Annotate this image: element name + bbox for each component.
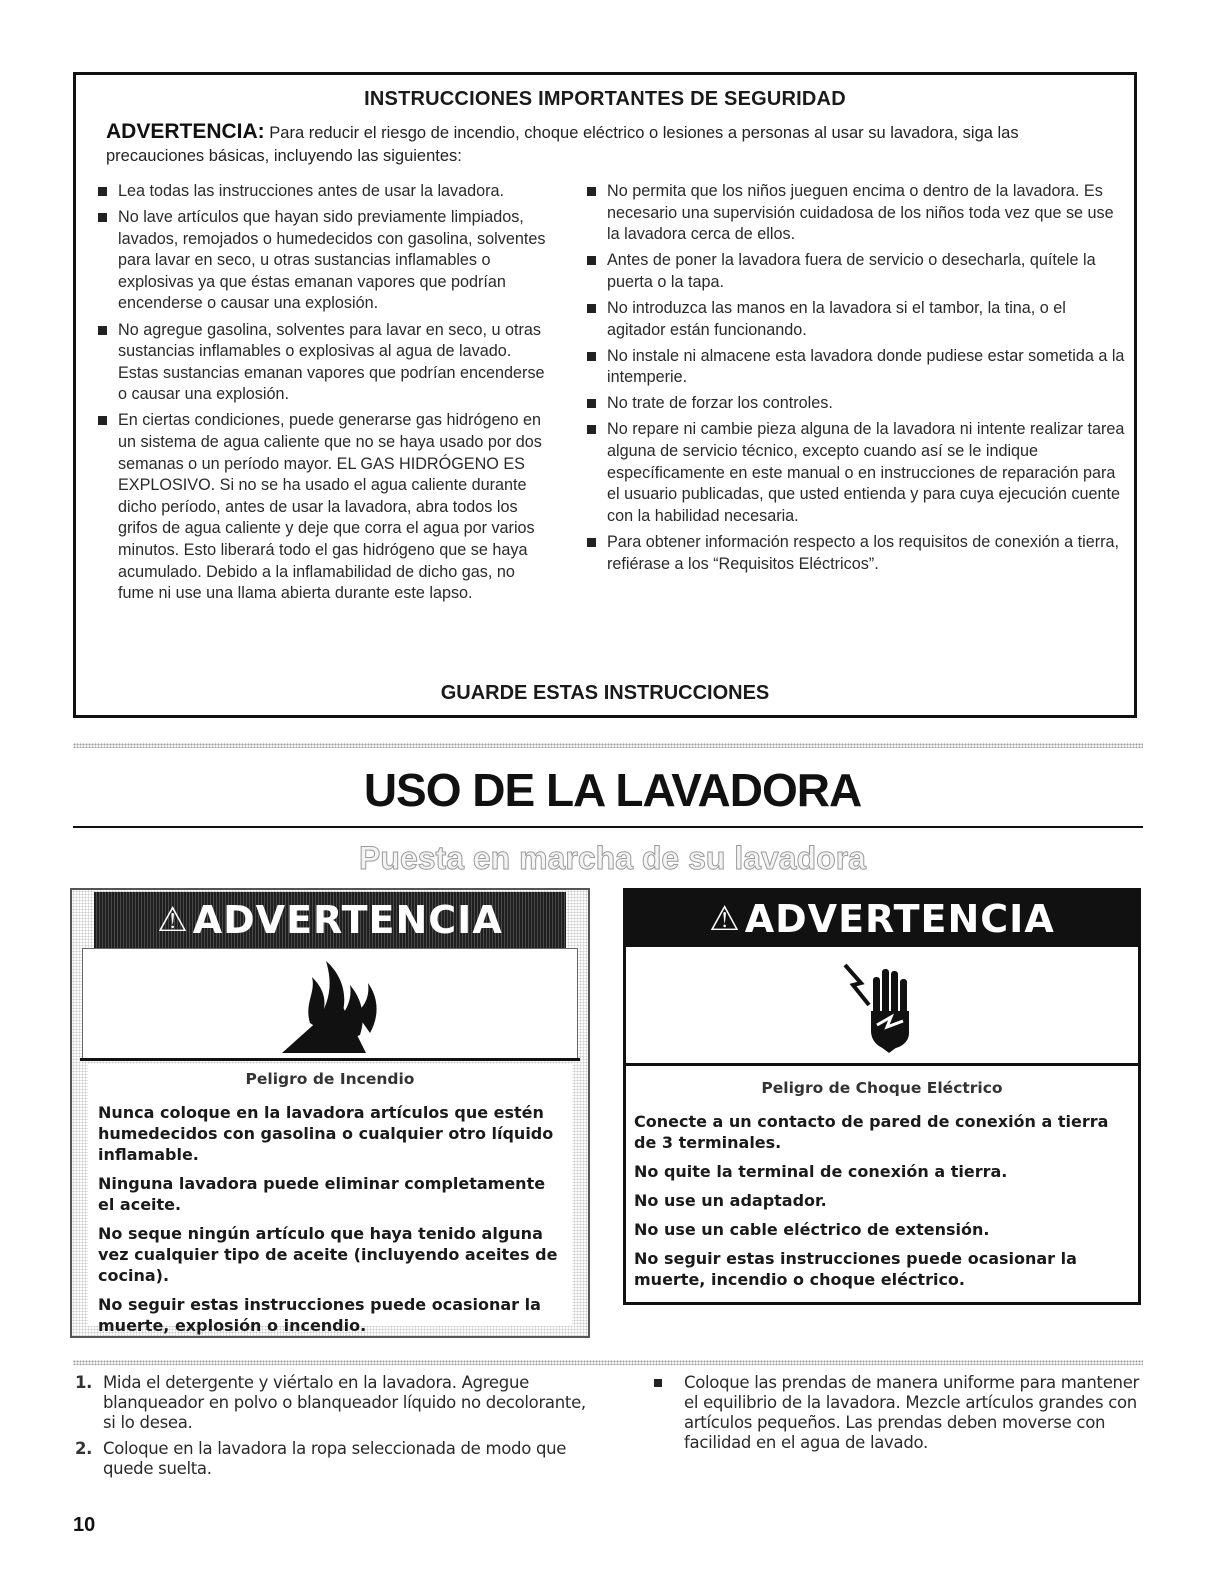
list-item: No instale ni almacene esta lavadora donde pudiese estar sometida a la intemperie. [585,346,1125,389]
section-title: USO DE LA LAVADORA [363,764,862,816]
list-item: No repare ni cambie pieza alguna de la lavadora ni intente realizar tarea alguna de servicio técnico, excepto cuando así se le indique específicamente en este manual o en instrucciones de reparación para el usuario publicadas, que usted entienda y para cuya ejecución cuente con la habilidad necesaria. [585,419,1125,527]
shock-warning-line: Conecte a un contacto de pared de conexión a tierra de 3 terminales. [634,1112,1109,1152]
bullet-square-icon [587,538,596,547]
fire-warning-line: Ninguna lavadora puede eliminar completamente el aceite. [98,1174,546,1214]
shock-warning-header: ⚠ ADVERTENCIA [626,891,1138,947]
shock-warning-line: No use un adaptador. [634,1191,827,1210]
fire-icon [270,953,390,1057]
list-item: No introduzca las manos en la lavadora si el tambor, la tina, o el agitador están funcionando. [585,298,1125,341]
shock-warning-card [623,888,1141,1305]
step-item: 1. Mida el detergente y viértalo en la lavadora. Agregue blanqueador en polvo o blanqueador líquido no decolorante, si lo desea. [75,1373,586,1432]
safety-list-right [585,181,1125,580]
safety-list-left [96,181,546,609]
fire-icon-rule [80,1058,580,1061]
section-subtitle: Puesta en marcha de su lavadora [359,840,866,876]
warning-triangle-icon: ⚠ [709,899,741,939]
fire-warning-card [70,888,590,1338]
shock-hazard-label: Peligro de Choque Eléctrico [761,1079,1003,1097]
bullet-square-icon [98,416,107,425]
bullet-square-icon [587,304,596,313]
fire-warning-line: No seque ningún artículo que haya tenido alguna vez cualquier tipo de aceite (incluyendo aceites de cocina). [98,1224,558,1285]
fire-warning-line: Nunca coloque en la lavadora artículos que estén humedecidos con gasolina o cualquier otro líquido inflamable. [98,1103,554,1164]
list-item: No lave artículos que hayan sido previamente limpiados, lavados, remojados o humedecidos con gasolina, solventes para lavar en seco, u otras sustancias inflamables o explosivas ya que éstas emanan vapores que podrían encenderse o causar una explosión. [96,207,546,315]
bullet-square-icon [98,213,107,222]
shock-warning-line: No seguir estas instrucciones puede ocasionar la muerte, incendio o choque eléctrico. [634,1249,1077,1289]
list-item: No permita que los niños jueguen encima o dentro de la lavadora. Es necesario una supervisión cuidadosa de los niños toda vez que se use la lavadora cerca de ellos. [585,181,1125,246]
shock-warning-line: No quite la terminal de conexión a tierra. [634,1162,1008,1181]
warning-triangle-icon: ⚠ [157,900,189,940]
shock-icon-area [626,947,1138,1066]
bullet-square-icon [587,256,596,265]
section-rule [73,826,1143,828]
list-item: Antes de poner la lavadora fuera de servicio o desecharla, quítele la puerta o la tapa. [585,250,1125,293]
electric-shock-hand-icon [837,955,927,1055]
save-instructions-heading: GUARDE ESTAS INSTRUCCIONES [440,682,770,704]
list-item: Coloque las prendas de manera uniforme para mantener el equilibrio de la lavadora. Mezcle artículos grandes con artículos pequeños. Las prendas deben moverse con facilidad en el agua de lavado. [652,1373,1142,1453]
page-number: 10 [73,1514,96,1536]
step-item: 2. Coloque en la lavadora la ropa seleccionada de modo que quede suelta. [75,1439,567,1478]
bullet-square-icon [654,1379,662,1387]
fire-warning-header: ⚠ ADVERTENCIA [94,892,566,948]
bullet-square-icon [587,425,596,434]
shock-warning-body [634,1073,1130,1298]
bullet-square-icon [98,187,107,196]
bullet-square-icon [587,187,596,196]
fire-warning-line: No seguir estas instrucciones puede ocasionar la muerte, explosión o incendio. [98,1295,541,1335]
bullet-square-icon [587,352,596,361]
dotted-divider [73,743,1143,748]
bullet-square-icon [98,326,107,335]
bullet-square-icon [587,399,596,408]
bullet-steps [652,1373,1142,1453]
fire-hazard-label: Peligro de Incendio [245,1070,415,1088]
fire-warning-body [88,1064,572,1335]
dotted-divider [73,1360,1143,1365]
shock-warning-line: No use un cable eléctrico de extensión. [634,1220,990,1239]
list-item: Para obtener información respecto a los requisitos de conexión a tierra, refiérase a los “Requisitos Eléctricos”. [585,532,1125,575]
warning-lead: ADVERTENCIA: [106,120,265,143]
list-item: No trate de forzar los controles. [585,393,1125,415]
safety-instructions-box [73,72,1137,718]
list-item: En ciertas condiciones, puede generarse gas hidrógeno en un sistema de agua caliente que no se haya usado por dos semanas o un período mayor. EL GAS HIDRÓGENO ES EXPLOSIVO. Si no se ha usado el agua caliente durante dicho período, antes de usar la lavadora, abra todos los grifos de agua caliente y deje que corra el agua por varios minutos. Esto liberará todo el gas hidrógeno que se haya acumulado. Debido a la inflamabilidad de dicho gas, no fume ni use una llama abierta durante este lapso. [96,410,546,604]
warning-intro [106,120,1104,168]
safety-title: INSTRUCCIONES IMPORTANTES DE SEGURIDAD [364,88,846,110]
list-item: No agregue gasolina, solventes para lavar en seco, u otras sustancias inflamables o explosivas al agua de lavado. Estas sustancias emanan vapores que podrían encenderse o causar una explosión. [96,320,546,406]
warning-text: Para reducir el riesgo de incendio, choque eléctrico o lesiones a personas al usar su lavadora, siga las precauciones básicas, incluyendo las siguientes: [106,124,1019,165]
numbered-steps [75,1373,595,1485]
fire-icon-area [82,948,578,1060]
list-item: Lea todas las instrucciones antes de usar la lavadora. [96,181,546,203]
